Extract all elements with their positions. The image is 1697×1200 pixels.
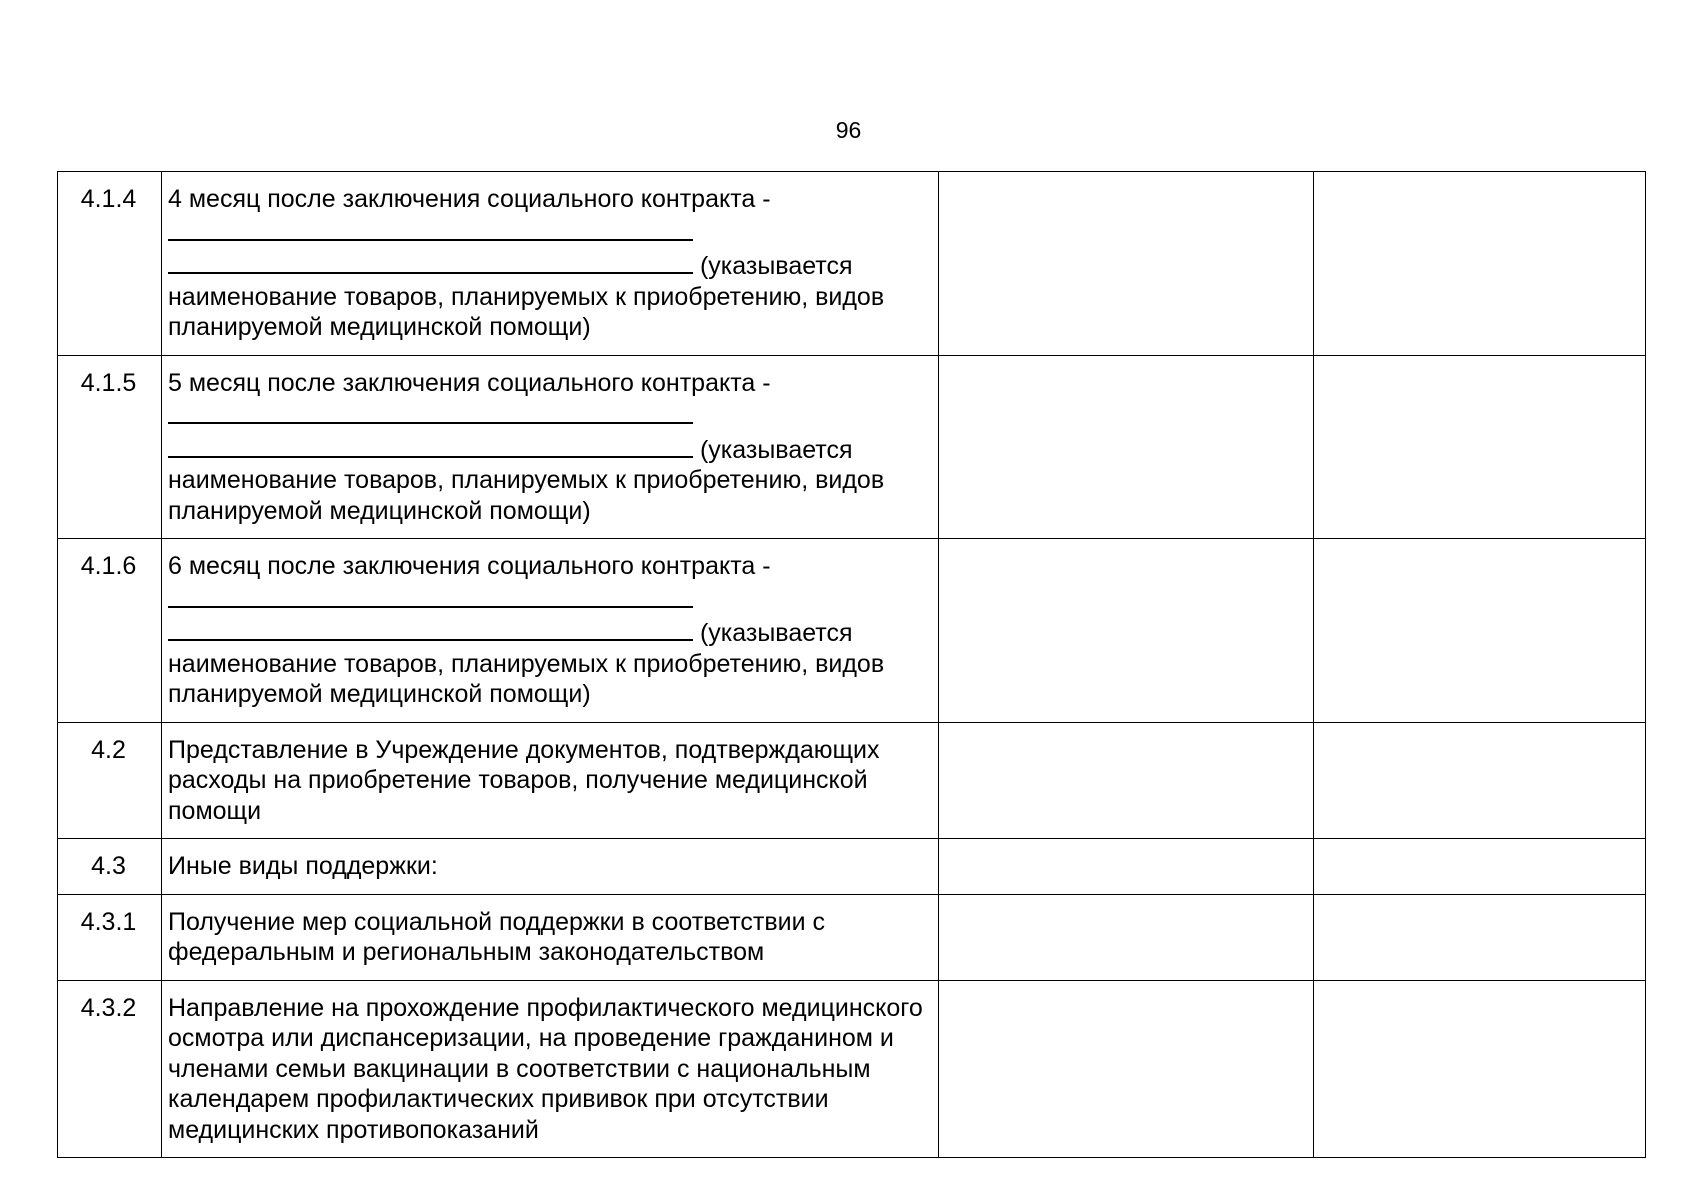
row-number: 4.3.2 bbox=[58, 980, 162, 1158]
row-first-line: 5 месяц после заключения социального контракта - bbox=[168, 368, 771, 397]
page-number: 96 bbox=[835, 117, 862, 143]
empty-cell[interactable] bbox=[939, 172, 1314, 356]
row-continuation: наименование товаров, планируемых к приобретению, видов планируемой медицинской помощи) bbox=[168, 649, 885, 708]
plan-table bbox=[57, 171, 1646, 1158]
row-continuation: наименование товаров, планируемых к приобретению, видов планируемой медицинской помощи) bbox=[168, 466, 885, 525]
row-number: 4.2 bbox=[58, 722, 162, 839]
row-description: Направление на прохождение профилактического медицинского осмотра или диспансеризации, на проведение гражданином и членами семьи вакцинации в соответствии с национальным календарем профилактических прививок при отсутствии медицинских противопоказаний bbox=[162, 980, 939, 1158]
row-blank-suffix: (указывается bbox=[693, 435, 853, 464]
row-first-line: 6 месяц после заключения социального контракта - bbox=[168, 552, 771, 580]
empty-cell[interactable] bbox=[1314, 722, 1646, 839]
row-number: 4.3.1 bbox=[58, 894, 162, 980]
row-description bbox=[162, 172, 939, 356]
empty-cell[interactable] bbox=[1314, 894, 1646, 980]
row-description bbox=[162, 539, 939, 723]
fill-in-blank[interactable] bbox=[168, 432, 693, 458]
row-description bbox=[162, 355, 939, 539]
empty-cell[interactable] bbox=[1314, 355, 1646, 539]
empty-cell[interactable] bbox=[939, 539, 1314, 723]
table-row bbox=[58, 355, 1646, 539]
empty-cell[interactable] bbox=[939, 355, 1314, 539]
fill-in-blank[interactable] bbox=[168, 582, 693, 608]
table-row bbox=[58, 539, 1646, 723]
empty-cell[interactable] bbox=[939, 722, 1314, 839]
fill-in-blank[interactable] bbox=[168, 248, 693, 274]
fill-in-blank[interactable] bbox=[168, 615, 693, 641]
table-row bbox=[58, 172, 1646, 356]
row-number: 4.1.4 bbox=[58, 172, 162, 356]
table-row bbox=[58, 980, 1646, 1158]
table-row bbox=[58, 839, 1646, 895]
fill-in-blank[interactable] bbox=[168, 215, 693, 241]
row-number: 4.3 bbox=[58, 839, 162, 895]
table-row bbox=[58, 722, 1646, 839]
empty-cell[interactable] bbox=[1314, 839, 1646, 895]
row-blank-suffix: (указывается bbox=[693, 619, 853, 647]
row-description: Иные виды поддержки: bbox=[162, 839, 939, 895]
empty-cell[interactable] bbox=[1314, 172, 1646, 356]
row-number: 4.1.5 bbox=[58, 355, 162, 539]
empty-cell[interactable] bbox=[939, 894, 1314, 980]
row-description: Представление в Учреждение документов, подтверждающих расходы на приобретение товаров, получение медицинской помощи bbox=[162, 722, 939, 839]
row-first-line: 4 месяц после заключения социального контракта - bbox=[168, 185, 771, 213]
empty-cell[interactable] bbox=[939, 839, 1314, 895]
row-continuation: наименование товаров, планируемых к приобретению, видов планируемой медицинской помощи) bbox=[168, 282, 885, 341]
row-number: 4.1.6 bbox=[58, 539, 162, 723]
fill-in-blank[interactable] bbox=[168, 398, 693, 424]
empty-cell[interactable] bbox=[1314, 980, 1646, 1158]
row-blank-suffix: (указывается bbox=[693, 252, 853, 280]
empty-cell[interactable] bbox=[1314, 539, 1646, 723]
row-description: Получение мер социальной поддержки в соответствии с федеральным и региональным законодательством bbox=[162, 894, 939, 980]
table-row bbox=[58, 894, 1646, 980]
empty-cell[interactable] bbox=[939, 980, 1314, 1158]
